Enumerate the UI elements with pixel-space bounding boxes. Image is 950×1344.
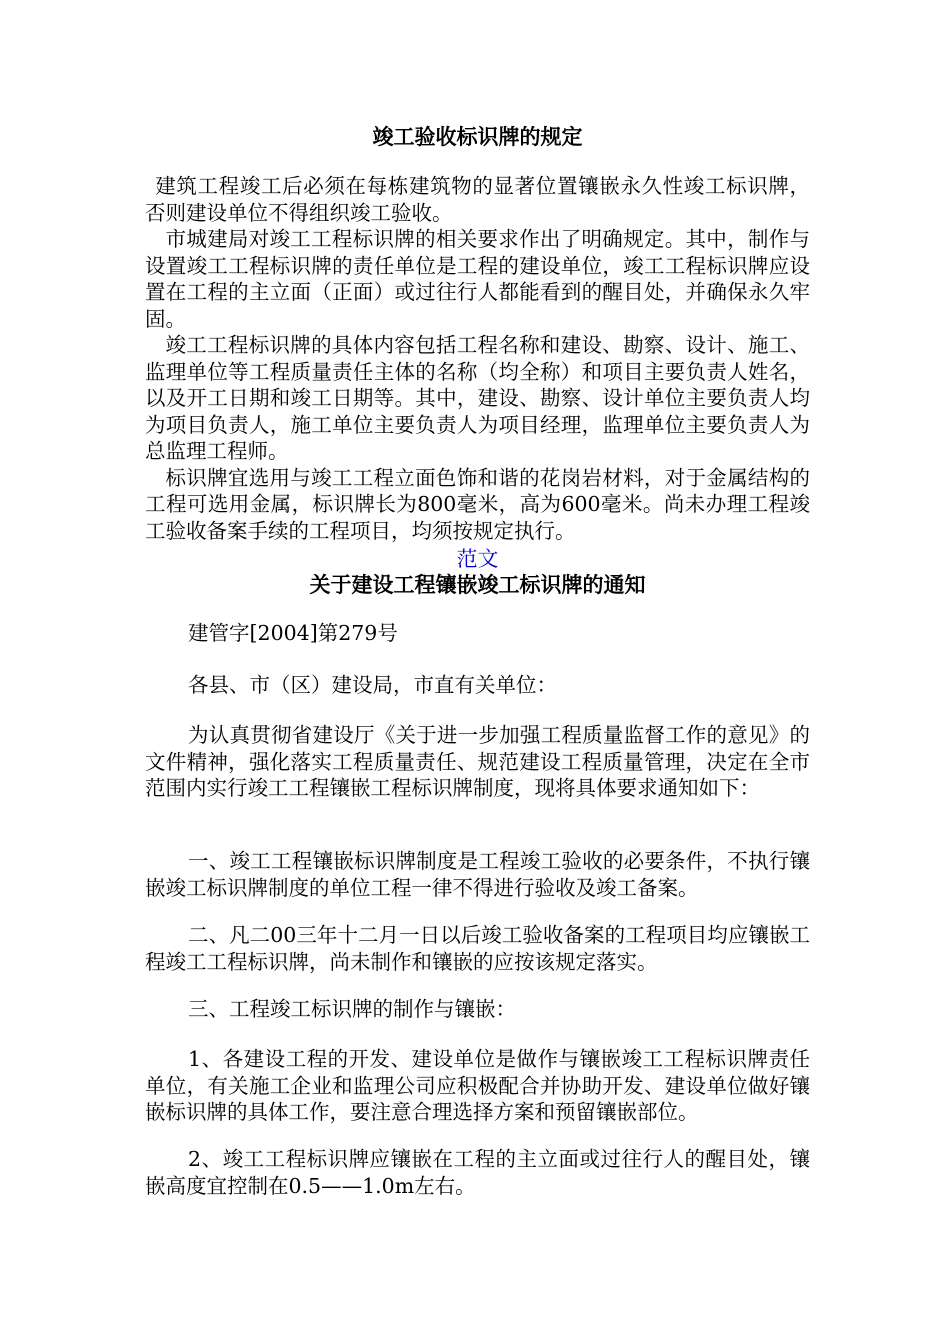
notice-intro: 为认真贯彻省建设厅《关于进一步加强工程质量监督工作的意见》的文件精神，强化落实工程质量责任、规范建设工程质量管理，决定在全市范围内实行竣工工程镶嵌工程标识牌制度，现将具体要求通知如下： [145,723,810,800]
intro-paragraph-1: 建筑工程竣工后必须在每栋建筑物的显著位置镶嵌永久性竣工标识牌，否则建设单位不得组织竣工验收。 [145,174,810,225]
doc-number-block [145,620,810,647]
item-3-2-block [145,1146,810,1199]
notice-title: 关于建设工程镶嵌竣工标识牌的通知 [309,572,646,597]
item-1-block [145,848,810,901]
addressee: 各县、市（区）建设局，市直有关单位： [188,673,558,697]
document-title: 竣工验收标识牌的规定 [372,124,583,149]
item-3-block [145,996,810,1023]
notice-intro-block [145,722,810,802]
item-2-block [145,922,810,975]
intro-paragraph-2: 市城建局对竣工工程标识牌的相关要求作出了明确规定。其中，制作与设置竣工工程标识牌的责任单位是工程的建设单位，竣工工程标识牌应设置在工程的主立面（正面）或过往行人都能看到的醒目处，并确保永久牢固。 [145,227,810,331]
notice-item-2: 二、凡二00三年十二月一日以后竣工验收备案的工程项目均应镶嵌工程竣工工程标识牌，尚未制作和镶嵌的应按该规定落实。 [145,923,810,974]
intro-paragraph-3: 竣工工程标识牌的具体内容包括工程名称和建设、勘察、设计、施工、监理单位等工程质量责任主体的名称（均全称）和项目主要负责人姓名，以及开工日期和竣工日期等。其中，建设、勘察、设计单位主要负责人均为项目负责人，施工单位主要负责人为项目经理，监理单位主要负责人为总监理工程师。 [145,333,810,463]
notice-item-3-1: 1、各建设工程的开发、建设单位是做作与镶嵌竣工工程标识牌责任单位，有关施工企业和监理公司应积极配合并协助开发、建设单位做好镶嵌标识牌的具体工作，要注意合理选择方案和预留镶嵌部位。 [145,1047,810,1124]
notice-item-1: 一、竣工工程镶嵌标识牌制度是工程竣工验收的必要条件，不执行镶嵌竣工标识牌制度的单位工程一律不得进行验收及竣工备案。 [145,849,810,900]
intro-section [145,173,810,544]
addressee-block [145,672,810,699]
item-3-1-block [145,1046,810,1126]
doc-number: 建管字[2004]第279号 [188,621,398,645]
intro-paragraph-4: 标识牌宜选用与竣工工程立面色饰和谐的花岗岩材料，对于金属结构的工程可选用金属，标识牌长为800毫米，高为600毫米。尚未办理工程竣工验收备案手续的工程项目，均须按规定执行。 [145,465,810,543]
example-label: 范文 [456,547,499,571]
notice-item-3: 三、工程竣工标识牌的制作与镶嵌： [188,997,517,1021]
notice-item-3-2: 2、竣工工程标识牌应镶嵌在工程的主立面或过往行人的醒目处，镶嵌高度宜控制在0.5——1.0m左右。 [145,1147,810,1198]
